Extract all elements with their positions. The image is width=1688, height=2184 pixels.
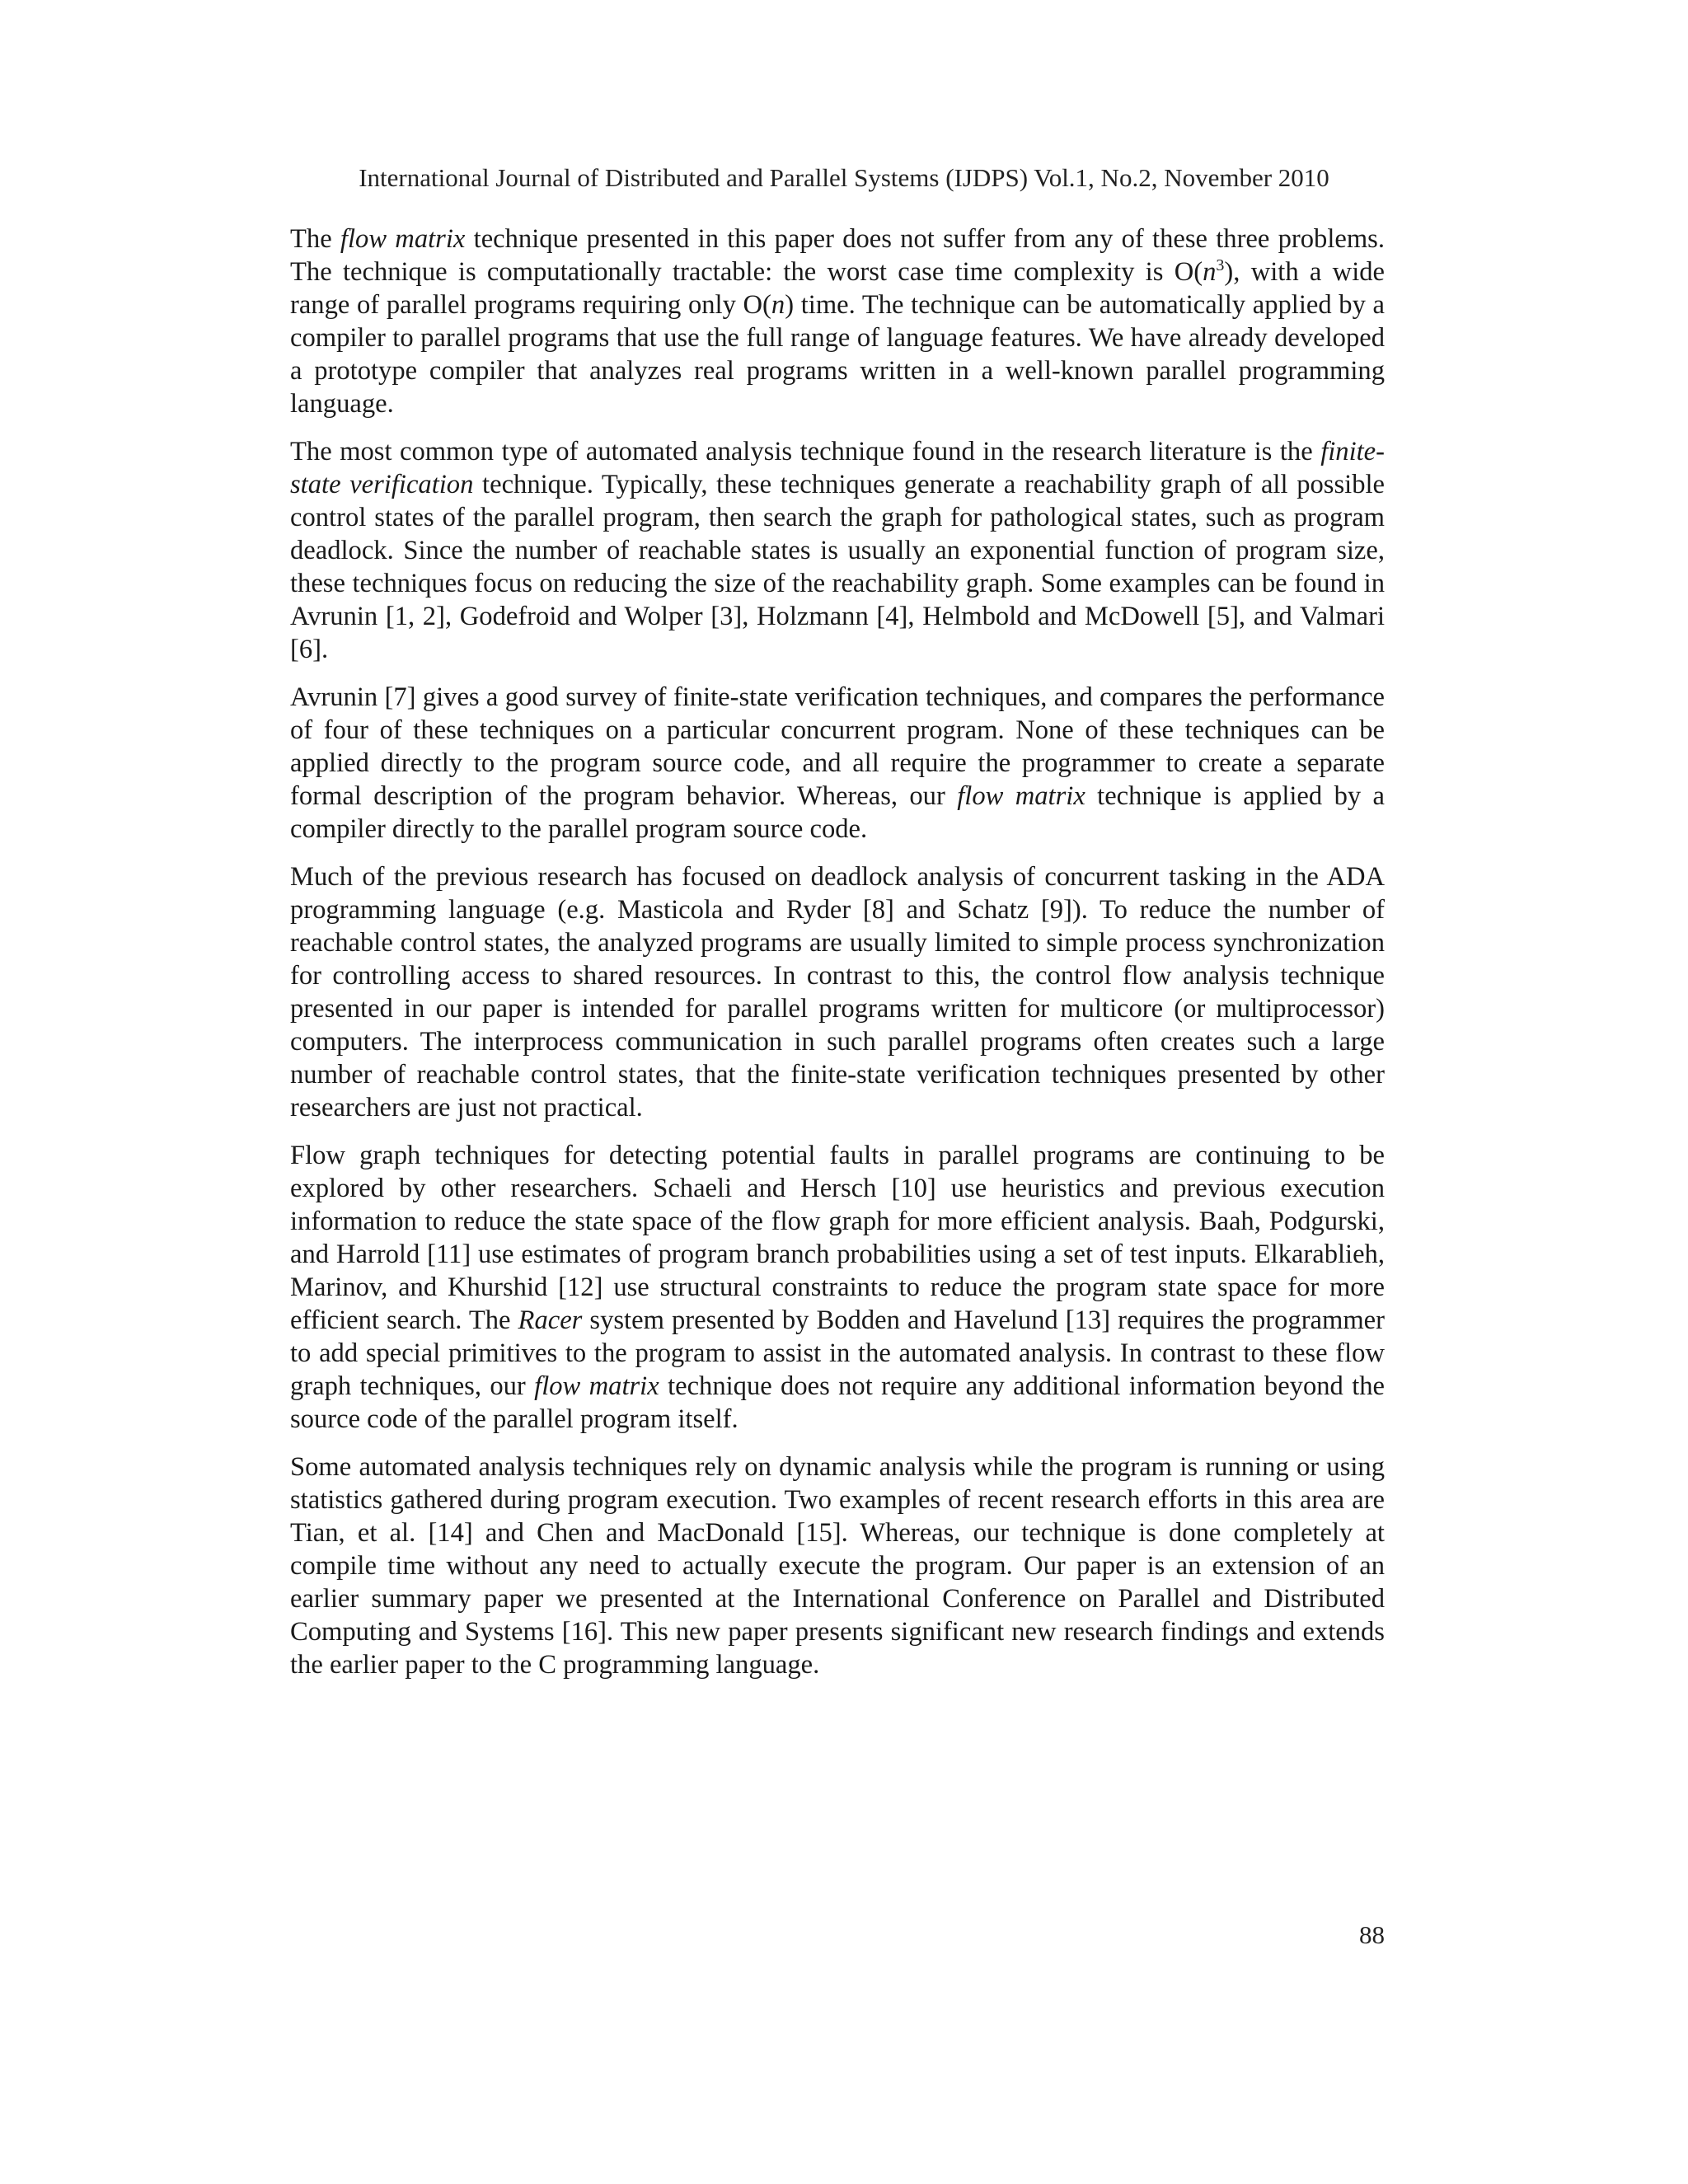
italic-variable: n [1203,257,1217,287]
paragraph-finite-state [290,435,1385,666]
italic-term: flow matrix [534,1371,659,1401]
page-number: 88 [1359,1920,1385,1949]
text-run: Some automated analysis techniques rely on dynamic analysis while the program is running or using statistics gathered during program execution. Two examples of recent research efforts in this area are Tian, et al. [14] and Chen and MacDonald [15]. Whereas, our technique is done completely at compile time without any need to actually execute the program. Our paper is an extension of an earlier summary paper we presented at the International Conference on Parallel and Distributed Computing and Systems [16]. This new paper presents significant new research findings and extends the earlier paper to the C programming language. [290,1452,1385,1680]
text-run: technique presented in this paper does not suffer from any of these three problems. The technique is computationally tractable: the worst case time complexity is O( [290,224,1385,287]
italic-term: finite-state verification [290,437,1385,499]
paragraph-dynamic-analysis [290,1451,1385,1681]
text-run: ), with a wide range of parallel programs requiring only O( [290,257,1386,320]
paragraph-avrunin-survey [290,681,1385,846]
paragraph-deadlock-ada [290,860,1385,1124]
text-run: technique does not require any additional information beyond the source code of the parallel program itself. [290,1371,1386,1434]
italic-term: flow matrix [957,781,1085,811]
superscript-exponent: 3 [1216,256,1225,275]
italic-variable: n [771,290,785,320]
text-run: The [290,224,340,254]
text-run: The most common type of automated analysis technique found in the research literature is the [290,437,1321,466]
text-run: system presented by Bodden and Havelund [13] requires the programmer to add special primitives to the program to assist in the automated analysis. In contrast to these flow graph techniques, our [290,1305,1385,1401]
paragraph-flow-matrix-intro [290,223,1385,420]
italic-term: Racer [518,1305,583,1335]
body-text [290,223,1385,1696]
text-run: Much of the previous research has focused on deadlock analysis of concurrent tasking in the ADA programming language (e.g. Masticola and Ryder [8] and Schatz [9]). To reduce the number of reachable control states, the analyzed programs are usually limited to simple process synchronization for controlling access to shared resources. In contrast to this, the control flow analysis technique presented in our paper is intended for parallel programs written for multicore (or multiprocessor) computers. The interprocess communication in such parallel programs often creates such a large number of reachable control states, that the finite-state verification techniques presented by other researchers are just not practical. [290,862,1385,1122]
text-run: ) time. The technique can be automatically applied by a compiler to parallel programs that use the full range of language features. We have already developed a prototype compiler that analyzes real programs written in a well-known parallel programming language. [290,290,1385,419]
text-run: Flow graph techniques for detecting potential faults in parallel programs are continuing to be explored by other researchers. Schaeli and Hersch [10] use heuristics and previous execution information to reduce the state space of the flow graph for more efficient analysis. Baah, Podgurski, and Harrold [11] use estimates of program branch probabilities using a set of test inputs. Elkarablieh, Marinov, and Khurshid [12] use structural constraints to reduce the program state space for more efficient search. The [290,1141,1385,1335]
text-run: technique. Typically, these techniques generate a reachability graph of all possible control states of the parallel program, then search the graph for pathological states, such as program deadlock. Since the number of reachable states is usually an exponential function of program size, these techniques focus on reducing the size of the reachability graph. Some examples can be found in Avrunin [1, 2], Godefroid and Wolper [3], Holzmann [4], Helmbold and McDowell [5], and Valmari [6]. [290,470,1385,664]
paragraph-flow-graph [290,1139,1385,1436]
italic-term: flow matrix [340,224,466,254]
running-header: International Journal of Distributed and Parallel Systems (IJDPS) Vol.1, No.2, November 2010 [359,163,1329,192]
text-run: technique is applied by a compiler directly to the parallel program source code. [290,781,1385,844]
text-run: Avrunin [7] gives a good survey of finite-state verification techniques, and compares the performance of four of these techniques on a particular concurrent program. None of these techniques can be applied directly to the program source code, and all require the programmer to create a separate formal description of the program behavior. Whereas, our [290,682,1385,811]
